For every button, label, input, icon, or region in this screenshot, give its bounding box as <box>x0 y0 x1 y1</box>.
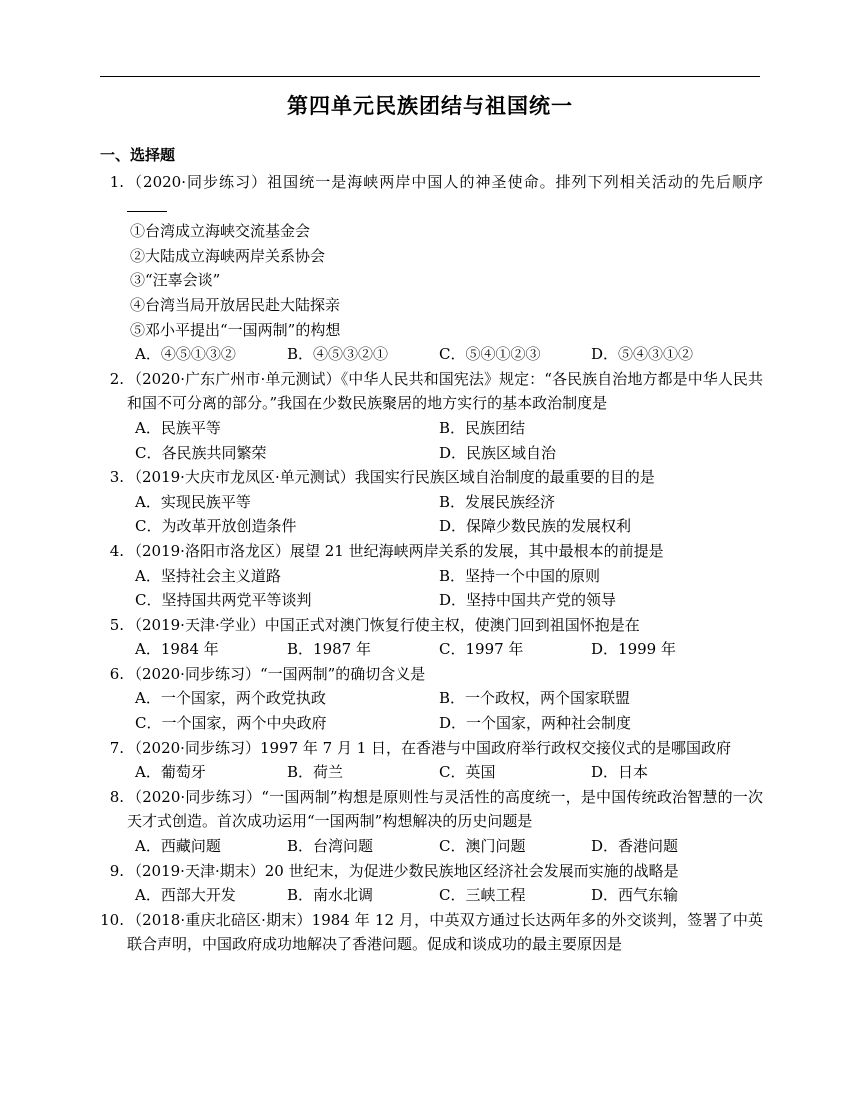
question-number: 8. <box>109 787 124 806</box>
option-c[interactable]: C．英国 <box>439 763 496 782</box>
header-rule <box>100 76 760 77</box>
list-item: ④台湾当局开放居民赴大陆探亲 <box>130 295 341 314</box>
option-b[interactable]: B．坚持一个中国的原则 <box>439 566 601 585</box>
option-c[interactable]: C．三峡工程 <box>439 886 526 905</box>
option-c[interactable]: C．1997 年 <box>439 640 524 659</box>
options-row <box>0 416 860 441</box>
answer-blank[interactable] <box>127 195 167 212</box>
list-item: ③“汪辜会谈” <box>130 271 221 290</box>
option-d[interactable]: D．⑤④③①② <box>591 345 694 364</box>
question-10 <box>0 908 860 957</box>
option-d[interactable]: D．日本 <box>591 763 649 782</box>
section-heading: 一、选择题 <box>100 146 176 164</box>
options-row <box>0 637 860 662</box>
option-b[interactable]: B．一个政权，两个国家联盟 <box>439 689 631 708</box>
question-5 <box>0 613 860 662</box>
page-title: 第四单元民族团结与祖国统一 <box>287 94 573 118</box>
option-a[interactable]: A．一个国家，两个政党执政 <box>135 689 326 708</box>
options-row <box>0 564 860 589</box>
question-4 <box>0 539 860 613</box>
question-text: （2019·大庆市龙凤区·单元测试）我国实行民族区域自治制度的最重要的目的是 <box>127 468 655 487</box>
question-text: （2019·天津·期末）20 世纪末，为促进少数民族地区经济社会发展而实施的战略是 <box>127 861 679 880</box>
option-b[interactable]: B．荷兰 <box>287 763 344 782</box>
question-number: 2. <box>109 369 124 388</box>
option-c[interactable]: C．⑤④①②③ <box>439 345 541 364</box>
option-d[interactable]: D．西气东输 <box>591 886 679 905</box>
list-item: ⑤邓小平提出“一国两制”的构想 <box>130 320 341 339</box>
option-b[interactable]: B．台湾问题 <box>287 837 374 856</box>
question-text: （2020·广东广州市·单元测试）《中华人民共和国宪法》规定：“各民族自治地方都是中华人民共和国不可分离的部分。”我国在少数民族聚居的地方实行的基本政治制度是 <box>127 369 763 413</box>
question-6 <box>0 662 860 736</box>
question-text: （2019·天津·学业）中国正式对澳门恢复行使主权，使澳门回到祖国怀抱是在 <box>127 615 640 634</box>
options-row <box>0 514 860 539</box>
question-9 <box>0 859 860 908</box>
options-row <box>0 883 860 908</box>
option-d[interactable]: D．民族区域自治 <box>439 443 557 462</box>
question-number: 4. <box>109 541 124 560</box>
option-b[interactable]: B．南水北调 <box>287 886 374 905</box>
question-text: （2020·同步练习）“一国两制”的确切含义是 <box>127 664 426 683</box>
option-c[interactable]: C．坚持国共两党平等谈判 <box>135 591 312 610</box>
list-item: ①台湾成立海峡交流基金会 <box>130 222 311 241</box>
option-c[interactable]: C．为改革开放创造条件 <box>135 517 297 536</box>
question-text: （2020·同步练习）“一国两制”构想是原则性与灵活性的高度统一，是中国传统政治智慧的一次天才式创造。首次成功运用“一国两制”构想解决的历史问题是 <box>127 787 763 831</box>
options-row <box>0 588 860 613</box>
option-d[interactable]: D．1999 年 <box>591 640 676 659</box>
option-a[interactable]: A．坚持社会主义道路 <box>135 566 281 585</box>
option-b[interactable]: B．1987 年 <box>287 640 371 659</box>
question-3 <box>0 465 860 539</box>
question-number: 1. <box>109 173 124 191</box>
option-a[interactable]: A．1984 年 <box>135 640 219 659</box>
options-row <box>0 342 860 367</box>
question-8 <box>0 785 860 859</box>
question-text: （2020·同步练习）1997 年 7 月 1 日，在香港与中国政府举行政权交接仪式的是哪国政府 <box>127 738 732 757</box>
option-b[interactable]: B．④⑤③②① <box>287 345 389 364</box>
option-d[interactable]: D．坚持中国共产党的领导 <box>439 591 617 610</box>
option-b[interactable]: B．民族团结 <box>439 418 526 437</box>
question-number: 10. <box>100 910 124 929</box>
options-row <box>0 760 860 785</box>
option-a[interactable]: A．④⑤①③② <box>135 345 236 364</box>
question-text: （2018·重庆北碚区·期末）1984 年 12 月，中英双方通过长达两年多的外交谈判，签署了中英联合声明，中国政府成功地解决了香港问题。促成和谈成功的最主要原因是 <box>127 910 763 954</box>
question-text: （2019·洛阳市洛龙区）展望 21 世纪海峡两岸关系的发展，其中最根本的前提是 <box>127 541 664 560</box>
option-d[interactable]: D．香港问题 <box>591 837 679 856</box>
options-row <box>0 490 860 515</box>
option-d[interactable]: D．保障少数民族的发展权利 <box>439 517 632 536</box>
question-number: 9. <box>109 861 124 880</box>
options-row <box>0 441 860 466</box>
options-row <box>0 686 860 711</box>
option-c[interactable]: C．一个国家，两个中央政府 <box>135 714 327 733</box>
option-a[interactable]: A．民族平等 <box>135 418 221 437</box>
question-number: 5. <box>109 615 124 634</box>
question-list <box>0 170 860 957</box>
question-number: 6. <box>109 664 124 683</box>
option-a[interactable]: A．葡萄牙 <box>135 763 206 782</box>
question-number: 3. <box>109 468 124 487</box>
option-a[interactable]: A．实现民族平等 <box>135 492 251 511</box>
question-text: （2020·同步练习）祖国统一是海峡两岸中国人的神圣使命。排列下列相关活动的先后顺序 <box>127 173 763 191</box>
option-a[interactable]: A．西部大开发 <box>135 886 236 905</box>
option-c[interactable]: C．澳门问题 <box>439 837 526 856</box>
question-2 <box>0 367 860 465</box>
list-item: ②大陆成立海峡两岸关系协会 <box>130 246 326 265</box>
option-d[interactable]: D．一个国家，两种社会制度 <box>439 714 632 733</box>
option-c[interactable]: C．各民族共同繁荣 <box>135 443 267 462</box>
question-7 <box>0 736 860 785</box>
option-a[interactable]: A．西藏问题 <box>135 837 221 856</box>
option-b[interactable]: B．发展民族经济 <box>439 492 556 511</box>
options-row <box>0 711 860 736</box>
options-row <box>0 834 860 859</box>
question-number: 7. <box>109 738 124 757</box>
question-1 <box>0 170 860 367</box>
